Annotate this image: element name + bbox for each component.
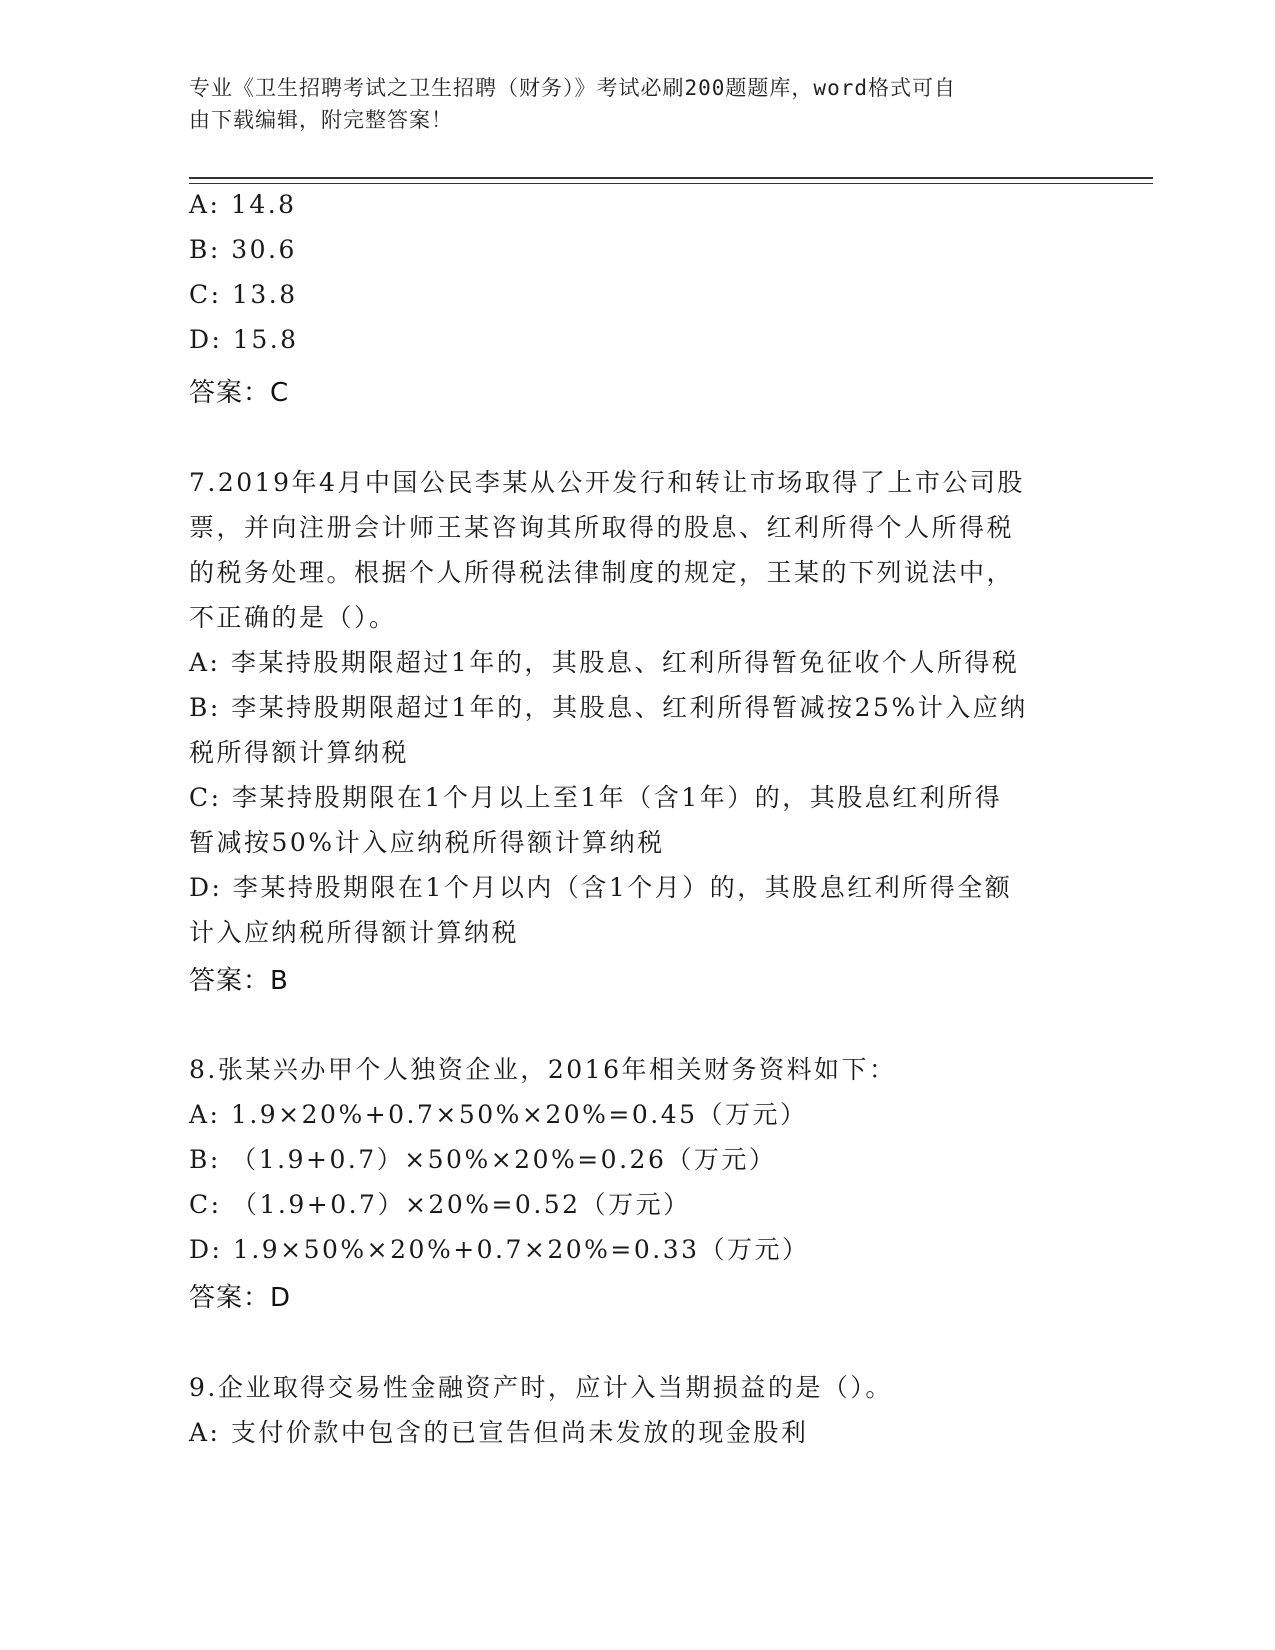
q7-option-b-cont: 税所得额计算纳税 bbox=[189, 738, 410, 767]
q7-stem-line-1: 7.2019年4月中国公民李某从公开发行和转让市场取得了上市公司股 bbox=[189, 468, 1025, 497]
q7-option-a: A: 李某持股期限超过1年的，其股息、红利所得暂免征收个人所得税 bbox=[189, 648, 1020, 677]
q7-option-c-cont: 暂减按50%计入应纳税所得额计算纳税 bbox=[189, 828, 665, 857]
q9-option-a: A: 支付价款中包含的已宣告但尚未发放的现金股利 bbox=[189, 1418, 809, 1447]
header-divider-thin bbox=[189, 183, 1153, 184]
header-divider-thick bbox=[189, 177, 1153, 179]
header-line-1: 专业《卫生招聘考试之卫生招聘（财务）》考试必刷200题题库，word格式可自 bbox=[189, 76, 956, 100]
q7-stem-line-3: 的税务处理。根据个人所得税法律制度的规定，王某的下列说法中， bbox=[189, 558, 1015, 587]
q8-stem: 8.张某兴办甲个人独资企业，2016年相关财务资料如下： bbox=[189, 1055, 897, 1084]
q7-option-d-cont: 计入应纳税所得额计算纳税 bbox=[189, 918, 520, 947]
q9-stem: 9.企业取得交易性金融资产时，应计入当期损益的是（）。 bbox=[189, 1373, 893, 1402]
header-line-2: 由下载编辑，附完整答案！ bbox=[189, 108, 453, 132]
document-header bbox=[189, 72, 1069, 136]
q8-option-a: A: 1.9×20%+0.7×50%×20%=0.45（万元） bbox=[189, 1100, 808, 1129]
q7-answer: 答案：B bbox=[189, 966, 289, 996]
q7-stem-line-2: 票，并向注册会计师王某咨询其所取得的股息、红利所得个人所得税 bbox=[189, 513, 1015, 542]
q6-option-c: C: 13.8 bbox=[189, 280, 298, 309]
q6-option-d: D: 15.8 bbox=[189, 325, 299, 354]
q6-answer: 答案：C bbox=[189, 378, 290, 408]
q8-answer: 答案：D bbox=[189, 1283, 292, 1313]
q7-option-b: B: 李某持股期限超过1年的，其股息、红利所得暂减按25%计入应纳 bbox=[189, 693, 1028, 722]
q8-option-b: B: （1.9+0.7）×50%×20%=0.26（万元） bbox=[189, 1145, 777, 1174]
q7-stem-line-4: 不正确的是（）。 bbox=[189, 603, 397, 632]
q7-option-c: C: 李某持股期限在1个月以上至1年（含1年）的，其股息红利所得 bbox=[189, 783, 1003, 812]
q7-option-d: D: 李某持股期限在1个月以内（含1个月）的，其股息红利所得全额 bbox=[189, 873, 1013, 902]
q8-option-c: C: （1.9+0.7）×20%=0.52（万元） bbox=[189, 1190, 691, 1219]
q6-option-b: B: 30.6 bbox=[189, 235, 297, 264]
q6-option-a: A: 14.8 bbox=[189, 190, 297, 219]
q8-option-d: D: 1.9×50%×20%+0.7×20%=0.33（万元） bbox=[189, 1235, 810, 1264]
